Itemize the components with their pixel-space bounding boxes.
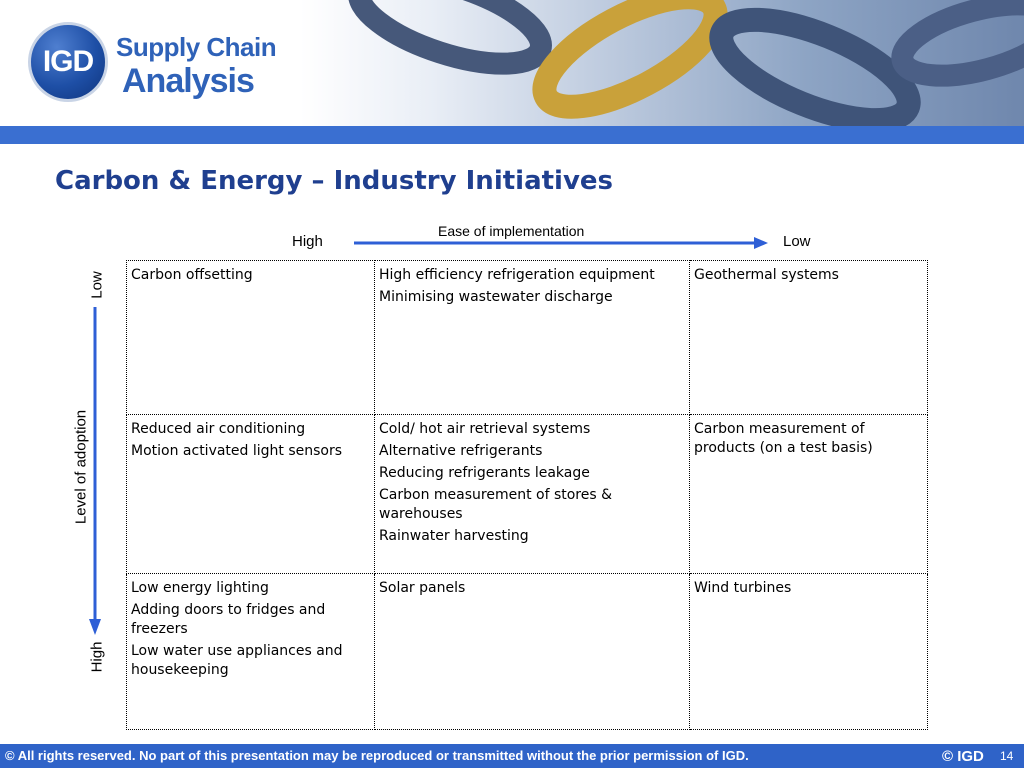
matrix-cell (375, 261, 690, 415)
y-axis-arrow-icon (88, 305, 102, 637)
matrix-cell (127, 574, 375, 730)
matrix-cell (690, 574, 928, 730)
logo-supply-chain: Supply Chain (116, 32, 277, 62)
initiative-item: Carbon offsetting (131, 267, 253, 283)
y-axis-end-label: High (88, 641, 106, 673)
initiative-item: Wind turbines (694, 580, 792, 596)
initiative-item: Adding doors to fridges and freezers (131, 602, 326, 637)
initiative-item: Solar panels (379, 580, 466, 596)
footer-brand: © IGD (942, 748, 984, 765)
slide-title: Carbon & Energy – Industry Initiatives (55, 166, 614, 196)
footer-bar (0, 744, 1024, 768)
y-axis-start-label: Low (88, 271, 106, 299)
igd-logo-text: IGD (42, 45, 94, 78)
initiative-item: Cold/ hot air retrieval systems (379, 421, 591, 437)
matrix-row (127, 261, 928, 415)
matrix-cell (375, 574, 690, 730)
initiative-item: Low water use appliances and housekeeping (131, 643, 343, 678)
x-axis-arrow-icon (352, 236, 770, 250)
matrix-cell (375, 415, 690, 574)
header-divider-bar (0, 126, 1024, 144)
initiative-item: Carbon measurement of stores & warehouses (379, 487, 613, 522)
igd-logo-mark (28, 22, 108, 102)
matrix-row (127, 574, 928, 730)
matrix-cell (127, 261, 375, 415)
igd-logo (28, 22, 277, 108)
initiative-item: Rainwater harvesting (379, 528, 529, 544)
initiative-item: Motion activated light sensors (131, 443, 343, 459)
page-number: 14 (1000, 749, 1014, 763)
matrix-row (127, 415, 928, 574)
initiative-item: Alternative refrigerants (379, 443, 543, 459)
y-axis-label: Level of adoption (72, 409, 90, 525)
matrix-cell (127, 415, 375, 574)
logo-analysis: Analysis (122, 62, 254, 100)
x-axis-end-label: Low (783, 233, 811, 250)
x-axis-label: Ease of implementation (438, 223, 585, 239)
matrix-cell (690, 261, 928, 415)
initiative-item: Minimising wastewater discharge (379, 289, 613, 305)
initiative-item: Carbon measurement of products (on a test basis) (694, 421, 873, 456)
initiatives-matrix (126, 260, 928, 730)
initiative-item: Low energy lighting (131, 580, 269, 596)
initiative-item: High efficiency refrigeration equipment (379, 267, 655, 283)
matrix-cell (690, 415, 928, 574)
initiative-item: Geothermal systems (694, 267, 839, 283)
header-banner (0, 0, 1024, 126)
x-axis-start-label: High (292, 233, 323, 250)
initiative-item: Reducing refrigerants leakage (379, 465, 590, 481)
initiative-item: Reduced air conditioning (131, 421, 306, 437)
chain-image (300, 0, 1024, 126)
copyright-notice: © All rights reserved. No part of this presentation may be reproduced or transmitted without the prior permission of IGD. (5, 748, 749, 763)
